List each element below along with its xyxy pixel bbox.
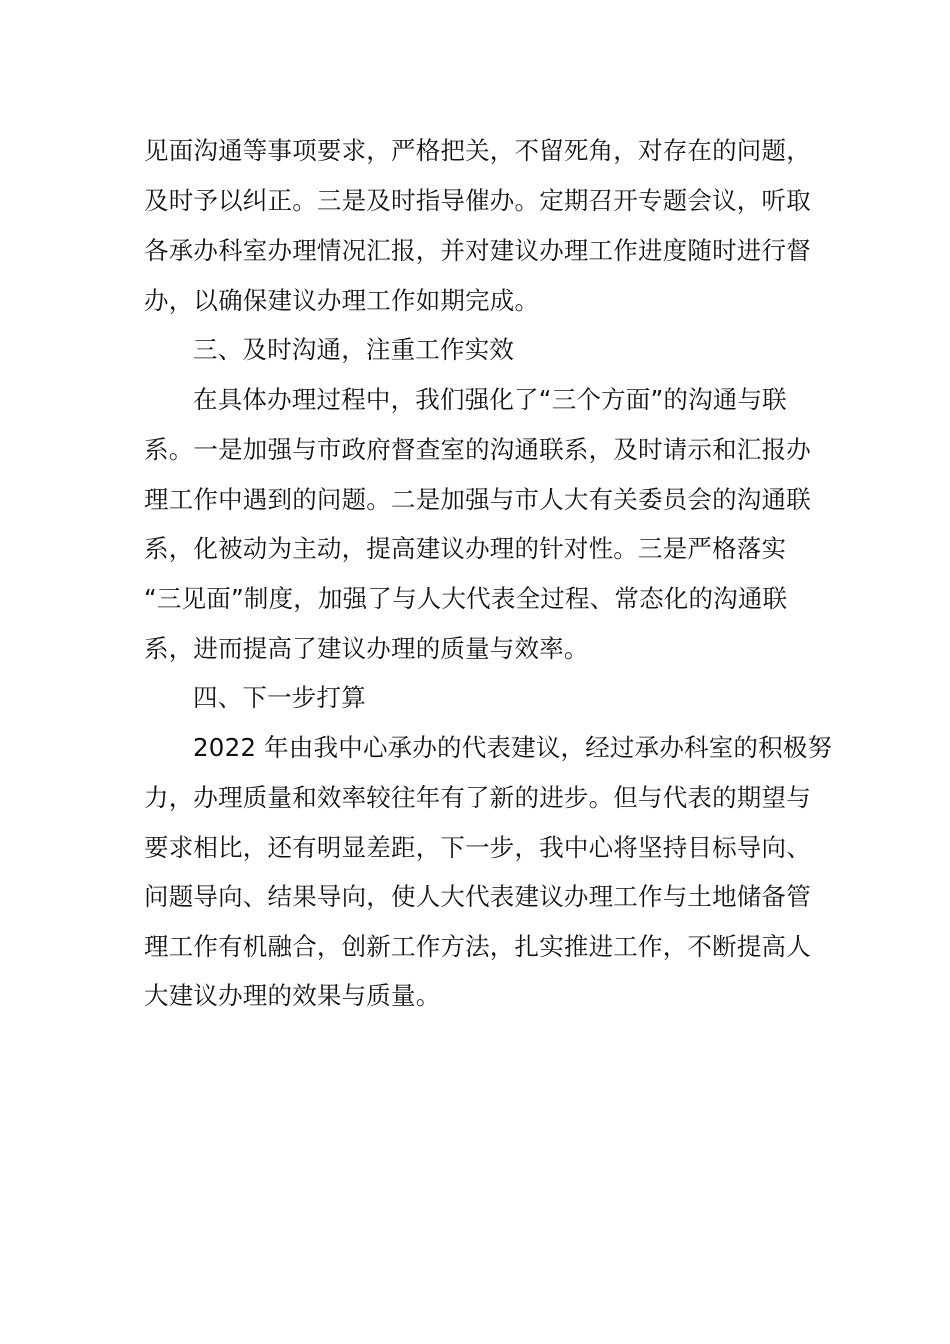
text-line: 大建议办理的效果与质量。 <box>144 981 441 1010</box>
text-line: 力，办理质量和效率较往年有了新的进步。但与代表的期望与 <box>144 783 811 812</box>
text-line: 系。一是加强与市政府督查室的沟通联系，及时请示和汇报办 <box>144 435 811 464</box>
section-heading: 四、下一步打算 <box>193 683 366 712</box>
text-line: “三见面”制度，加强了与人大代表全过程、常态化的沟通联 <box>144 584 788 613</box>
text-line: 系，进而提高了建议办理的质量与效率。 <box>144 634 589 663</box>
text-line: 及时予以纠正。三是及时指导催办。定期召开专题会议，听取 <box>144 186 811 215</box>
text-line: 在具体办理过程中，我们强化了“三个方面”的沟通与联 <box>193 385 787 414</box>
text-line: 系，化被动为主动，提高建议办理的针对性。三是严格落实 <box>144 534 787 563</box>
text-line: 见面沟通等事项要求，严格把关，不留死角，对存在的问题， <box>144 136 811 165</box>
text-line: 办，以确保建议办理工作如期完成。 <box>144 286 540 315</box>
text-line: 理工作中遇到的问题。二是加强与市人大有关委员会的沟通联 <box>144 485 811 514</box>
text-line: 2022 年由我中心承办的代表建议，经过承办科室的积极努 <box>193 733 833 762</box>
section-heading: 三、及时沟通，注重工作实效 <box>193 335 515 364</box>
text-line: 问题导向、结果导向，使人大代表建议办理工作与土地储备管 <box>144 882 811 911</box>
text-line: 要求相比，还有明显差距，下一步，我中心将坚持目标导向、 <box>144 833 811 862</box>
text-line: 各承办科室办理情况汇报，并对建议办理工作进度随时进行督 <box>144 236 811 265</box>
text-line: 理工作有机融合，创新工作方法，扎实推进工作，不断提高人 <box>144 932 811 961</box>
